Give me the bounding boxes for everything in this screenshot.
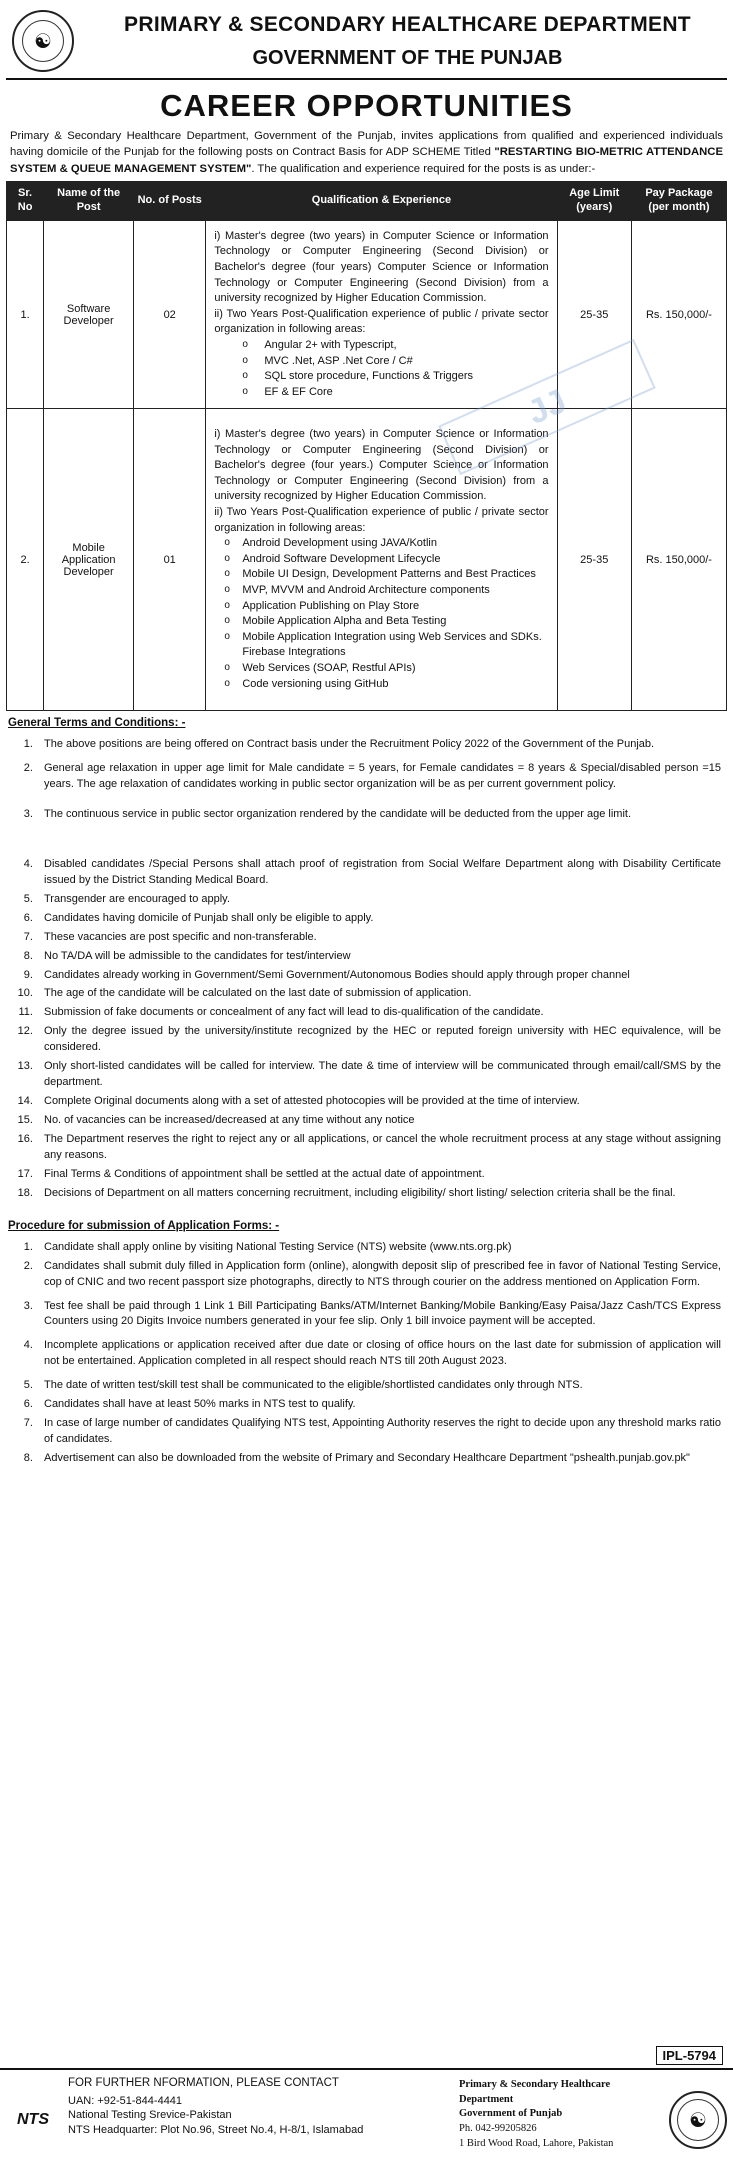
list-item: 8. Advertisement can also be downloaded from the website of Primary and Secondary Healthcare Department "pshealth.punjab.gov.pk" [36,1451,721,1467]
list-item: 1. Candidate shall apply online by visiting National Testing Service (NTS) website (www.nts.org.pk) [36,1240,721,1256]
list-item: 2. Candidates shall submit duly filled in Application form (online), alongwith deposit slip of prescribed fee in favor of National Testing Service, cop of CNIC and two recent passport size photographs, directly to NTS through courier on the address mentioned on Application Form. [36,1259,721,1291]
list-item: o MVC .Net, ASP .Net Core / C# [264,354,548,370]
emblem-icon: ☯ [677,2099,719,2141]
row-sr: 1. [7,221,44,409]
education-requirement: i) Master's degree (two years) in Computer Science or Information Technology or Computer Engineering (Second Division) or Bachelor's degree (four years.) Computer Science or Information Technology or Computer Engineering (Second Division) from a university recognized by Higher Education Commission. [214,427,549,503]
row-qualification [206,409,557,711]
row-qualification [206,221,557,409]
list-item: o Mobile Application Alpha and Beta Testing [242,614,548,630]
row-pay: Rs. 150,000/- [631,409,726,711]
education-requirement: i) Master's degree (two years) in Computer Science or Information Technology or Computer Engineering (Second Division) or Bachelor's degree (four years) Computer Science or Information Technology or Computer Engineering (Second Division) from a university recognized by Higher Education Commission. [214,229,549,305]
scheme-title: "RESTARTING BIO-METRIC ATTENDANCE SYSTEM & QUEUE MANAGEMENT SYSTEM" [10,146,723,175]
header-qualification: Qualification & Experience [206,182,557,221]
list-item: 7. These vacancies are post specific and non-transferable. [36,930,721,946]
nts-logo: NTS [17,2111,49,2128]
nts-contact [62,2070,451,2170]
list-item: 7. In case of large number of candidates Qualifying NTS test, Appointing Authority reserves the right to decide upon any threshold marks ratio of candidates. [36,1416,721,1448]
dept-name-line2: Department [459,2093,514,2105]
header-no-of-posts: No. of Posts [134,182,206,221]
dept-government: Government of Punjab [459,2108,563,2120]
terms-title: General Terms and Conditions: - [8,717,186,730]
intro-text: Primary & Secondary Healthcare Department, Government of the Punjab, invites applications from qualified and experienced individuals having domicile of the Punjab for the following posts on Contract Basis for ADP SCHEME Titled [10,130,723,159]
row-post-name: Mobile Application Developer [44,409,134,711]
header-pay-package: Pay Package (per month) [631,182,726,221]
page-title: CAREER OPPORTUNITIES [160,88,573,123]
footer-seal [663,2070,733,2170]
list-item: 16. The Department reserves the right to reject any or all applications, or cancel the whole recruitment process at any stage without assigning any reasons. [36,1132,721,1164]
row-age-limit: 25-35 [557,221,631,409]
table-row [7,221,727,409]
table-row [7,409,727,711]
intro-tail: . The qualification and experience required for the posts is as under:- [251,162,596,175]
list-item: 10. The age of the candidate will be calculated on the last date of submission of application. [36,986,721,1002]
nts-org-name: National Testing Srevice-Pakistan [68,2109,232,2122]
list-item: 6. Candidates having domicile of Punjab shall only be eligible to apply. [36,911,721,927]
nts-headquarter-address: NTS Headquarter: Plot No.96, Street No.4, H-8/1, Islamabad [68,2124,364,2137]
header-post-name: Name of the Post [44,182,134,221]
header-age-limit: Age Limit (years) [557,182,631,221]
list-item: 4. Disabled candidates /Special Persons shall attach proof of registration from Social Welfare Department along with Disability Certificate issued by the District Standing Medical Board. [36,857,721,889]
uan-number: UAN: +92-51-844-4441 [68,2094,183,2107]
row-posts: 02 [134,221,206,409]
emblem-icon: ☯ [22,20,64,62]
list-item: o MVP, MVVM and Android Architecture components [242,583,548,599]
list-item: 4. Incomplete applications or application received after due date or closing of office hours on the last date for submission of application will not be entertained. Application completed in all respect should reach NTS till 20th August 2023. [36,1338,721,1370]
watermark-stamp: JJ [438,339,655,475]
list-item: 13. Only short-listed candidates will be called for interview. The date & time of interview will be communicated through email/call/SMS by the department. [36,1059,721,1091]
procedure-list [6,1240,727,1467]
list-item: 5. Transgender are encouraged to apply. [36,892,721,908]
posts-table [6,181,727,711]
list-item: o Android Software Development Lifecycle [242,552,548,568]
experience-requirement: ii) Two Years Post-Qualification experience of public / private sector organization in following areas: [214,505,549,534]
list-item: o EF & EF Core [264,385,548,401]
list-item: 6. Candidates shall have at least 50% marks in NTS test to qualify. [36,1397,721,1413]
list-item: o Angular 2+ with Typescript, [264,338,548,354]
experience-areas-list [214,536,548,692]
row-sr: 2. [7,409,44,711]
experience-areas-list [214,338,548,400]
terms-list [6,737,727,1202]
experience-requirement: ii) Two Years Post-Qualification experience of public / private sector organization in following areas: [214,307,549,336]
intro-paragraph [10,128,723,177]
header [6,4,727,80]
footer [0,2068,733,2170]
list-item: o SQL store procedure, Functions & Triggers [264,369,548,385]
row-post-name: Software Developer [44,221,134,409]
list-item: o Android Development using JAVA/Kotlin [242,536,548,552]
punjab-government-logo [12,10,74,72]
list-item: 9. Candidates already working in Government/Semi Government/Autonomous Bodies should apply through proper channel [36,968,721,984]
procedure-title: Procedure for submission of Application Forms: - [8,1219,280,1232]
list-item: 17. Final Terms & Conditions of appointment shall be settled at the actual date of appointment. [36,1167,721,1183]
list-item: 18. Decisions of Department on all matters concerning recruitment, including eligibility/ short listing/ selection criteria shall be the final. [36,1186,721,1202]
list-item: o Mobile Application Integration using Web Services and SDKs. Firebase Integrations [242,630,548,661]
department-contact [451,2070,663,2170]
list-item: 11. Submission of fake documents or concealment of any fact will lead to dis-qualification of the candidate. [36,1005,721,1021]
list-item: 2. General age relaxation in upper age limit for Male candidate = 5 years, for Female candidates = 8 years & Special/disabled person =15 years. The age relaxation of candidates working in public sector organization will be as per current government policy. [36,761,721,793]
contact-heading: FOR FURTHER NFORMATION, PLEASE CONTACT [68,2077,339,2089]
list-item: o Web Services (SOAP, Restful APIs) [242,661,548,677]
table-header-row [7,182,727,221]
list-item: o Application Publishing on Play Store [242,599,548,615]
list-item: 15. No. of vacancies can be increased/decreased at any time without any notice [36,1113,721,1129]
list-item: 1. The above positions are being offered on Contract basis under the Recruitment Policy 2022 of the Government of the Punjab. [36,737,721,753]
row-pay: Rs. 150,000/- [631,221,726,409]
list-item: o Code versioning using GitHub [242,677,548,693]
list-item: 14. Complete Original documents along with a set of attested photocopies will be provided at the time of interview. [36,1094,721,1110]
dept-name-line1: Primary & Secondary Healthcare [459,2079,611,2090]
dept-phone: Ph. 042-99205826 [459,2123,537,2135]
list-item: 8. No TA/DA will be admissible to the candidates for test/interview [36,949,721,965]
header-sr: Sr. No [7,182,44,221]
list-item: o Mobile UI Design, Development Patterns and Best Practices [242,567,548,583]
row-age-limit: 25-35 [557,409,631,711]
header-text [88,13,727,70]
punjab-government-logo [669,2091,727,2149]
list-item: 12. Only the degree issued by the university/institute recognized by the HEC or reputed foreign university with HEC equivalence, will be considered. [36,1024,721,1056]
row-posts: 01 [134,409,206,711]
list-item: 3. The continuous service in public sector organization rendered by the candidate will be deducted from the upper age limit. [36,807,721,823]
ipl-number-badge: IPL-5794 [656,2046,723,2065]
dept-address: 1 Bird Wood Road, Lahore, Pakistan [459,2137,614,2149]
government-name: GOVERNMENT OF THE PUNJAB [252,46,563,69]
department-name: PRIMARY & SECONDARY HEALTHCARE DEPARTMENT [124,12,691,36]
list-item: 5. The date of written test/skill test shall be communicated to the eligible/shortlisted candidates only through NTS. [36,1378,721,1394]
list-item: 3. Test fee shall be paid through 1 Link 1 Bill Participating Banks/ATM/Internet Banking/Mobile Banking/Easy Paisa/Jazz Cash/TCS Express Counters using 20 Digits Invoice numbers generated in your fee slip. Only 1 bill invoice payment will be accepted. [36,1299,721,1331]
